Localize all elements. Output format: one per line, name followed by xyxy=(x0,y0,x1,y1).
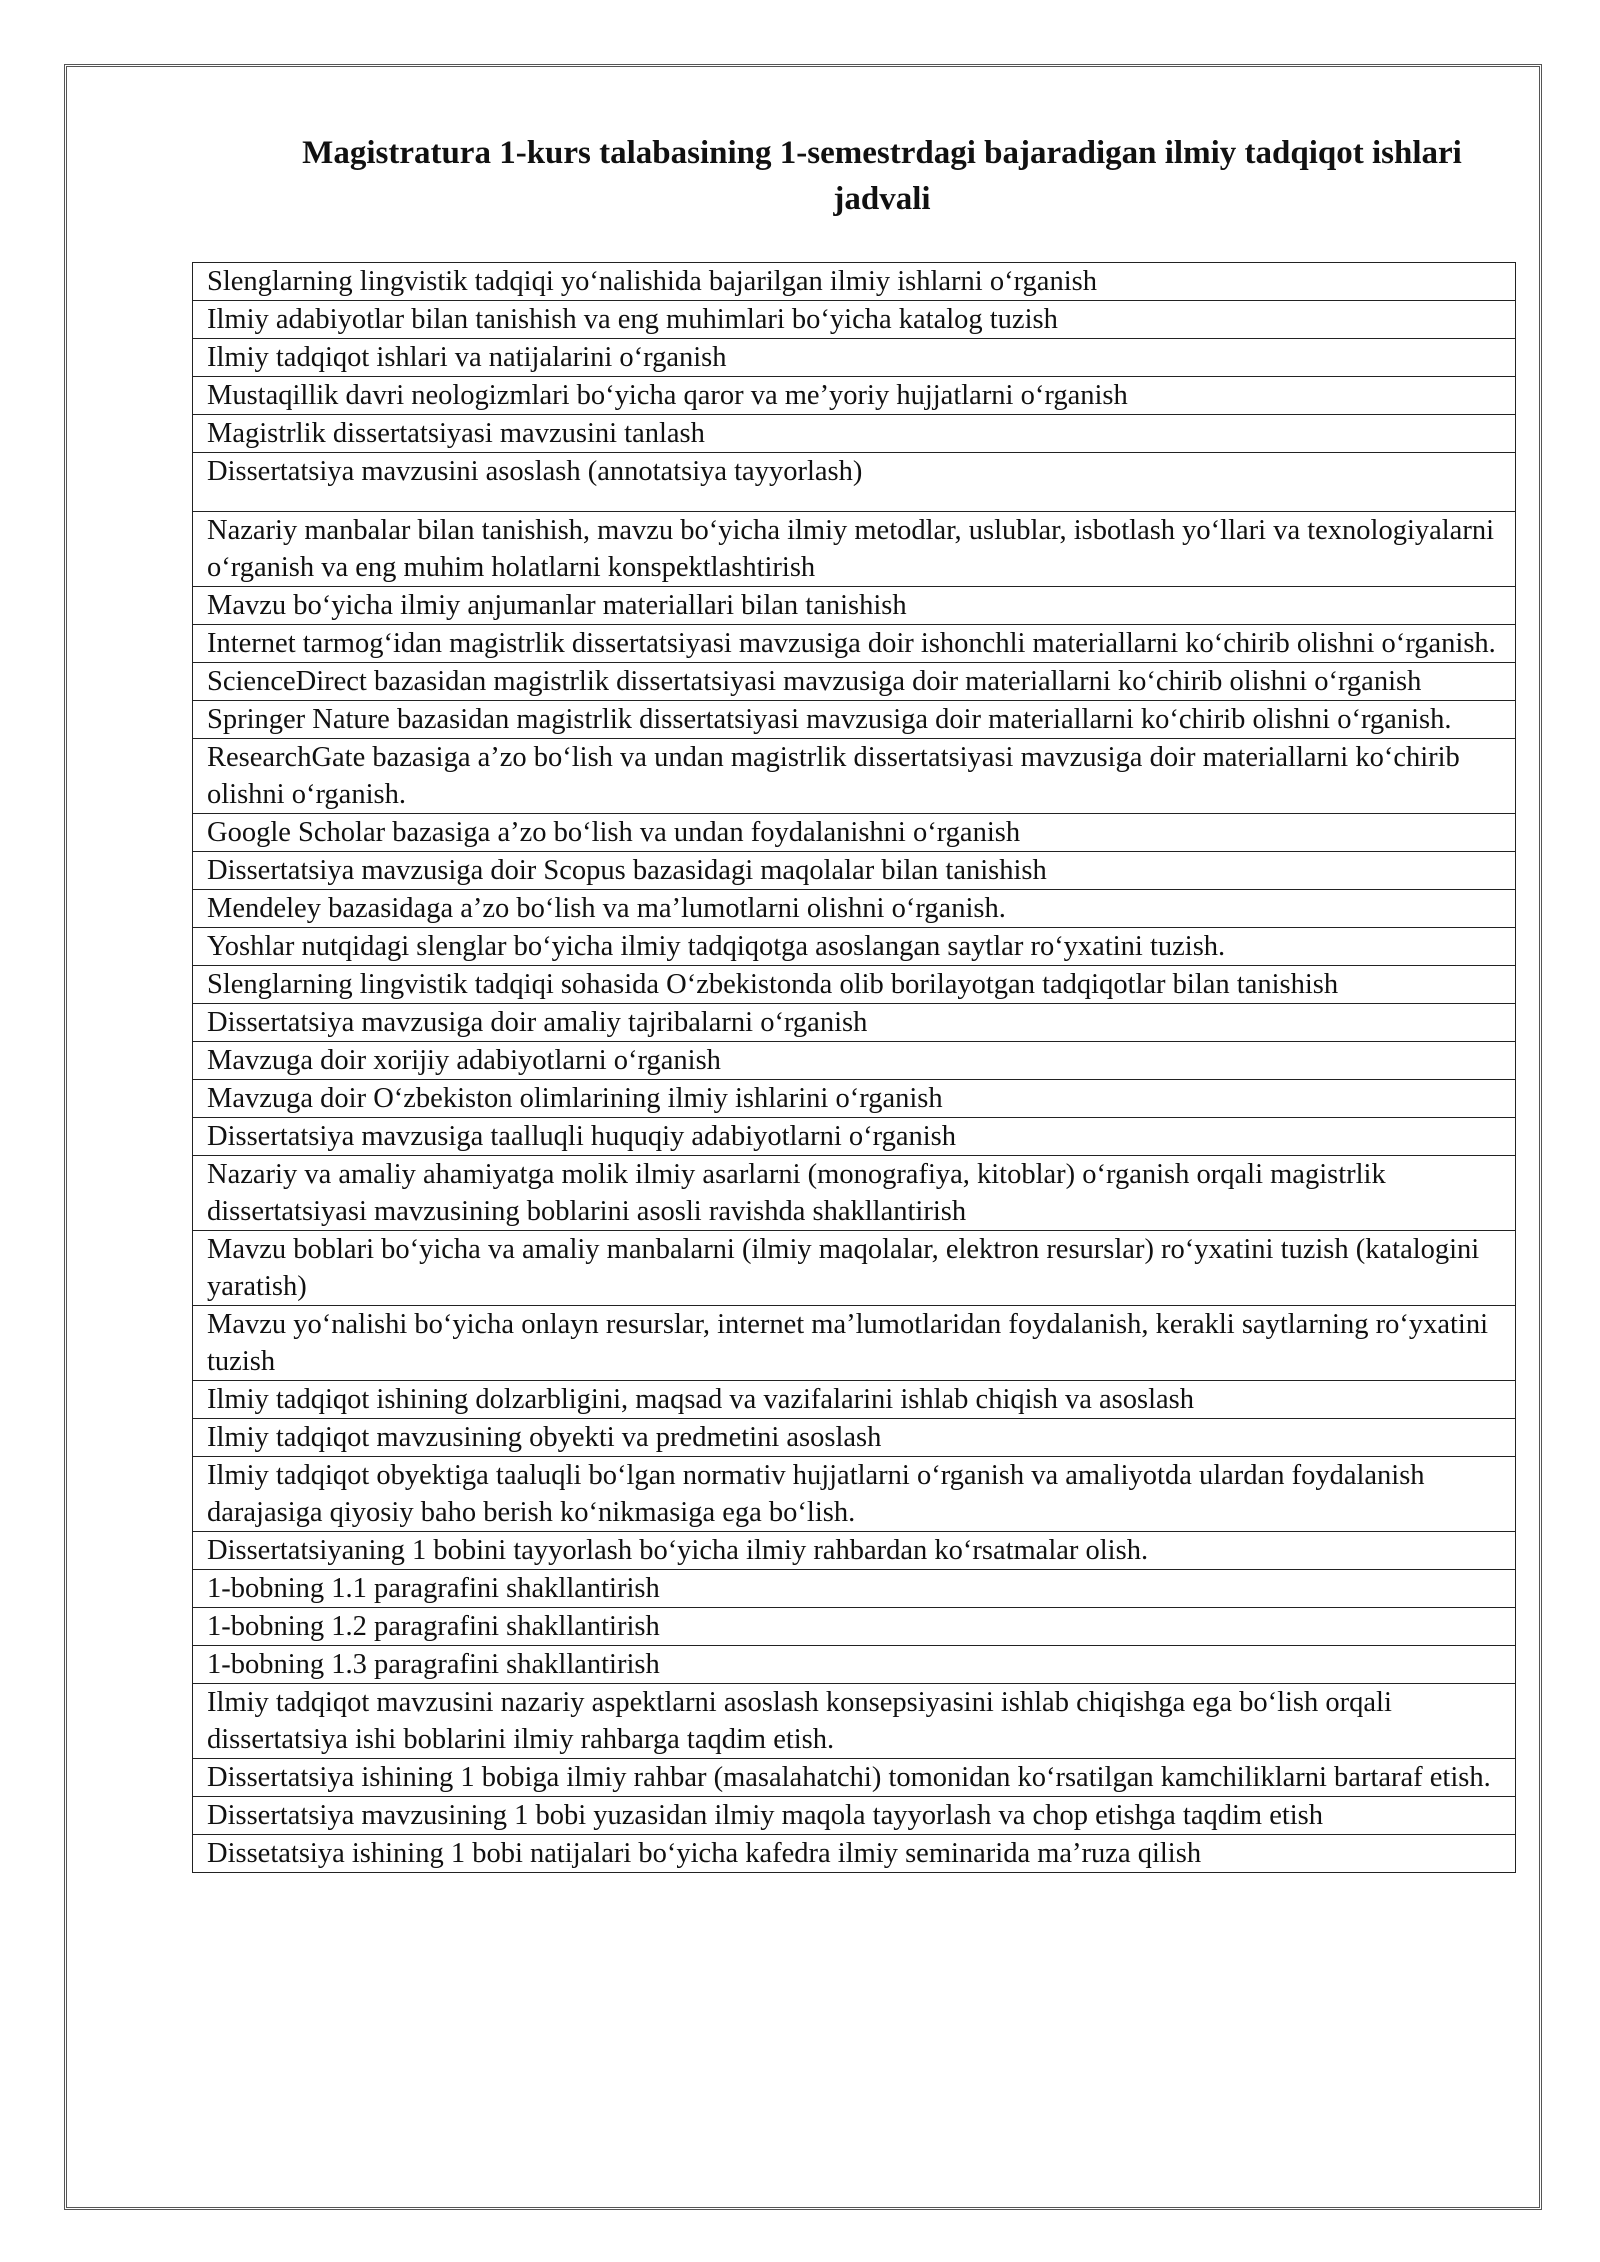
table-cell: Dissertatsiya mavzusining 1 bobi yuzasidan ilmiy maqola tayyorlash va chop etishga taqdim etish xyxy=(193,1797,1516,1835)
table-row xyxy=(193,1797,1516,1835)
table-row xyxy=(193,339,1516,377)
research-tasks-table xyxy=(192,262,1516,1873)
table-cell: Dissertatsiya mavzusiga doir amaliy tajribalarni o‘rganish xyxy=(193,1004,1516,1042)
table-cell: Dissertatsiya ishining 1 bobiga ilmiy rahbar (masalahatchi) tomonidan ko‘rsatilgan kamchiliklarni bartaraf etish. xyxy=(193,1759,1516,1797)
table-cell: ScienceDirect bazasidan magistrlik dissertatsiyasi mavzusiga doir materiallarni ko‘chirib olishni o‘rganish xyxy=(193,663,1516,701)
table-cell: 1-bobning 1.3 paragrafini shakllantirish xyxy=(193,1646,1516,1684)
table-cell: Nazariy manbalar bilan tanishish, mavzu bo‘yicha ilmiy metodlar, uslublar, isbotlash yo‘llari va texnologiyalarni o‘rganish va eng muhim holatlarni konspektlashtirish xyxy=(193,512,1516,587)
table-row xyxy=(193,1646,1516,1684)
table-row xyxy=(193,814,1516,852)
table-row xyxy=(193,1684,1516,1759)
table-cell: Dissertatsiya mavzusiga taalluqli huquqiy adabiyotlarni o‘rganish xyxy=(193,1118,1516,1156)
table-row xyxy=(193,1004,1516,1042)
table-cell: Dissertatsiyaning 1 bobini tayyorlash bo‘yicha ilmiy rahbardan ko‘rsatmalar olish. xyxy=(193,1532,1516,1570)
table-cell: 1-bobning 1.1 paragrafini shakllantirish xyxy=(193,1570,1516,1608)
table-cell: Mustaqillik davri neologizmlari bo‘yicha qaror va me’yoriy hujjatlarni o‘rganish xyxy=(193,377,1516,415)
table-row xyxy=(193,966,1516,1004)
table-row xyxy=(193,852,1516,890)
table-cell: Yoshlar nutqidagi slenglar bo‘yicha ilmiy tadqiqotga asoslangan saytlar ro‘yxatini tuzish. xyxy=(193,928,1516,966)
table-row xyxy=(193,663,1516,701)
table-cell: Ilmiy adabiyotlar bilan tanishish va eng muhimlari bo‘yicha katalog tuzish xyxy=(193,301,1516,339)
table-row xyxy=(193,1118,1516,1156)
table-row xyxy=(193,1419,1516,1457)
table-row xyxy=(193,890,1516,928)
table-row xyxy=(193,928,1516,966)
table-cell: Ilmiy tadqiqot ishlari va natijalarini o‘rganish xyxy=(193,339,1516,377)
table-cell: Magistrlik dissertatsiyasi mavzusini tanlash xyxy=(193,415,1516,453)
table-cell: Mavzu boblari bo‘yicha va amaliy manbalarni (ilmiy maqolalar, elektron resurslar) ro‘yxatini tuzish (katalogini yaratish) xyxy=(193,1231,1516,1306)
table-cell: ResearchGate bazasiga a’zo bo‘lish va undan magistrlik dissertatsiyasi mavzusiga doir materiallarni ko‘chirib olishni o‘rganish. xyxy=(193,739,1516,814)
table-row xyxy=(193,1156,1516,1231)
table-row xyxy=(193,1759,1516,1797)
table-row xyxy=(193,512,1516,587)
table-row xyxy=(193,263,1516,301)
table-cell: Nazariy va amaliy ahamiyatga molik ilmiy asarlarni (monografiya, kitoblar) o‘rganish orqali magistrlik dissertatsiyasi mavzusining boblarini asosli ravishda shakllantirish xyxy=(193,1156,1516,1231)
table-cell: Slenglarning lingvistik tadqiqi sohasida O‘zbekistonda olib borilayotgan tadqiqotlar bilan tanishish xyxy=(193,966,1516,1004)
table-cell: Dissertatsiya mavzusini asoslash (annotatsiya tayyorlash) xyxy=(193,453,1516,512)
table-cell: Springer Nature bazasidan magistrlik dissertatsiyasi mavzusiga doir materiallarni ko‘chirib olishni o‘rganish. xyxy=(193,701,1516,739)
table-cell: Internet tarmog‘idan magistrlik dissertatsiyasi mavzusiga doir ishonchli materiallarni ko‘chirib olishni o‘rganish. xyxy=(193,625,1516,663)
table-cell: Dissertatsiya mavzusiga doir Scopus bazasidagi maqolalar bilan tanishish xyxy=(193,852,1516,890)
table-cell: Slenglarning lingvistik tadqiqi yo‘nalishida bajarilgan ilmiy ishlarni o‘rganish xyxy=(193,263,1516,301)
table-row xyxy=(193,1532,1516,1570)
table-row xyxy=(193,1231,1516,1306)
table-row xyxy=(193,587,1516,625)
table-row xyxy=(193,1608,1516,1646)
table-row xyxy=(193,625,1516,663)
table-row xyxy=(193,1457,1516,1532)
table-row xyxy=(193,739,1516,814)
table-row xyxy=(193,415,1516,453)
table-cell: Mendeley bazasidaga a’zo bo‘lish va ma’lumotlarni olishni o‘rganish. xyxy=(193,890,1516,928)
table-row xyxy=(193,301,1516,339)
table-cell: Mavzu yo‘nalishi bo‘yicha onlayn resurslar, internet ma’lumotlaridan foydalanish, kerakli saytlarning ro‘yxatini tuzish xyxy=(193,1306,1516,1381)
table-row xyxy=(193,1570,1516,1608)
table-cell: Ilmiy tadqiqot mavzusining obyekti va predmetini asoslash xyxy=(193,1419,1516,1457)
table-row xyxy=(193,701,1516,739)
table-cell: Dissetatsiya ishining 1 bobi natijalari bo‘yicha kafedra ilmiy seminarida ma’ruza qilish xyxy=(193,1835,1516,1873)
table-cell: Ilmiy tadqiqot obyektiga taaluqli bo‘lgan normativ hujjatlarni o‘rganish va amaliyotda ulardan foydalanish darajasiga qiyosiy baho berish ko‘nikmasiga ega bo‘lish. xyxy=(193,1457,1516,1532)
table-cell: Mavzu bo‘yicha ilmiy anjumanlar materiallari bilan tanishish xyxy=(193,587,1516,625)
table-cell: Google Scholar bazasiga a’zo bo‘lish va undan foydalanishni o‘rganish xyxy=(193,814,1516,852)
table-cell: Ilmiy tadqiqot mavzusini nazariy aspektlarni asoslash konsepsiyasini ishlab chiqishga ega bo‘lish orqali dissertatsiya ishi boblarini ilmiy rahbarga taqdim etish. xyxy=(193,1684,1516,1759)
table-cell: 1-bobning 1.2 paragrafini shakllantirish xyxy=(193,1608,1516,1646)
page-title: Magistratura 1-kurs talabasining 1-semestrdagi bajaradigan ilmiy tadqiqot ishlari jadvali xyxy=(302,135,1462,217)
table-row xyxy=(193,1835,1516,1873)
table-cell: Ilmiy tadqiqot ishining dolzarbligini, maqsad va vazifalarini ishlab chiqish va asoslash xyxy=(193,1381,1516,1419)
table-row xyxy=(193,1306,1516,1381)
table-row xyxy=(193,1042,1516,1080)
table-row xyxy=(193,453,1516,512)
table-cell: Mavzuga doir O‘zbekiston olimlarining ilmiy ishlarini o‘rganish xyxy=(193,1080,1516,1118)
table-row xyxy=(193,1381,1516,1419)
table-cell: Mavzuga doir xorijiy adabiyotlarni o‘rganish xyxy=(193,1042,1516,1080)
table-row xyxy=(193,377,1516,415)
table-row xyxy=(193,1080,1516,1118)
